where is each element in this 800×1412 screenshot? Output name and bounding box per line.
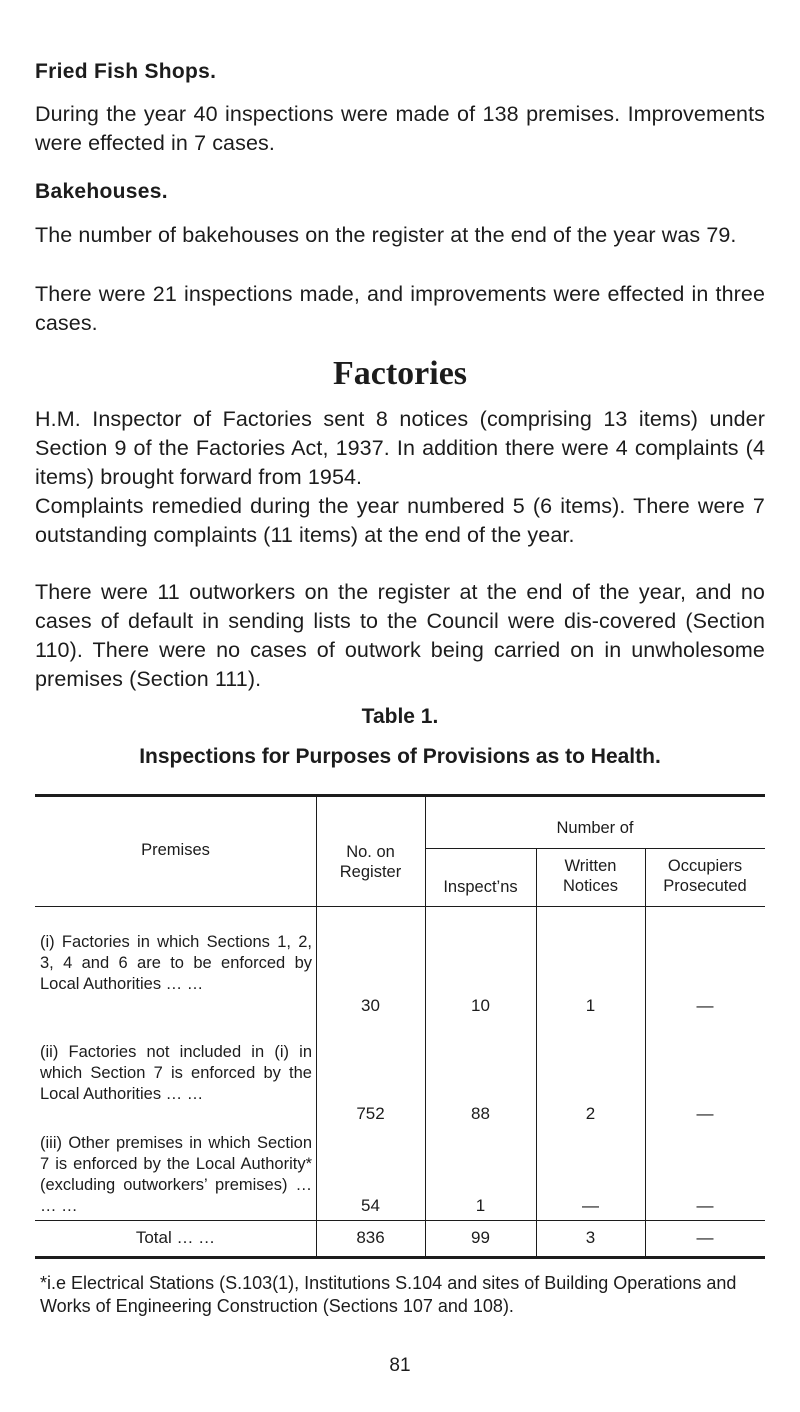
table-cell-notices: 2 — [585, 1104, 596, 1123]
column-divider-2 — [425, 797, 426, 1259]
header-written-line1: Written — [564, 857, 617, 875]
table-title: Table 1. — [361, 705, 439, 728]
table-row-label: (i) Factories in which Sections 1, 2, 3, 4 and 6 are to be enforced by Local Authorities … … — [40, 933, 312, 993]
header-inspections: Inspect’ns — [443, 878, 518, 896]
header-register-line1: No. on — [346, 843, 395, 861]
table-cell-prosecuted: — — [696, 1196, 714, 1215]
table-row-label: (iii) Other premises in which Section 7 is enforced by the Local Authority* (excluding outworkers’ premises) … … … — [40, 1134, 312, 1215]
paragraph-bakehouses-1: The number of bakehouses on the register at the end of the year was 79. — [35, 223, 737, 247]
table-cell-notices: — — [582, 1196, 599, 1215]
table-total-label: Total … … — [135, 1228, 216, 1247]
table-cell-prosecuted: — — [696, 996, 714, 1015]
table-cell-register: 30 — [361, 996, 380, 1015]
table-footnote: *i.e Electrical Stations (S.103(1), Institutions S.104 and sites of Building Operations and Works of Engineering Construction (Sections 107 and 108). — [40, 1273, 737, 1316]
header-register-line2: Register — [339, 863, 402, 881]
table-cell-inspections: 88 — [471, 1104, 490, 1123]
table-cell-inspections: 10 — [471, 996, 490, 1015]
table-subtitle: Inspections for Purposes of Provisions as to Health. — [139, 745, 661, 768]
table-bottom-rule — [35, 1256, 765, 1259]
header-number-of: Number of — [556, 819, 634, 837]
paragraph-factories-1: H.M. Inspector of Factories sent 8 notices (comprising 13 items) under Section 9 of the Factories Act, 1937. In addition there were 4 complaints (4 items) brought forward from 1954. — [35, 407, 765, 489]
header-written-line2: Notices — [562, 877, 619, 895]
paragraph-bakehouses-2: There were 21 inspections made, and improvements were effected in three cases. — [35, 282, 765, 335]
header-occupiers-line1: Occupiers — [667, 857, 743, 875]
heading-bakehouses: Bakehouses. — [35, 180, 168, 203]
total-top-rule — [35, 1220, 765, 1221]
table-cell-register: 54 — [361, 1196, 380, 1215]
table-cell-notices: 1 — [585, 996, 596, 1015]
heading-fried-fish-shops: Fried Fish Shops. — [35, 60, 217, 83]
table-total-notices: 3 — [585, 1228, 596, 1247]
header-divider-rule — [425, 848, 765, 849]
paragraph-factories-2: Complaints remedied during the year numbered 5 (6 items). There were 7 outstanding complaints (11 items) at the end of the year. — [35, 494, 765, 547]
table-total-inspections: 99 — [471, 1228, 490, 1247]
header-bottom-rule — [35, 906, 765, 907]
paragraph-fish-shops: During the year 40 inspections were made of 138 premises. Improvements were effected in 7 cases. — [35, 102, 765, 155]
table-total-register: 836 — [356, 1228, 385, 1247]
paragraph-factories-3: There were 11 outworkers on the register at the end of the year, and no cases of default in sending lists to the Council were dis-covered (Section 110). There were no cases of outwork being carried on in unwholesome premises (Section 111). — [35, 580, 765, 691]
heading-factories: Factories — [332, 355, 468, 392]
header-premises: Premises — [141, 841, 210, 859]
header-occupiers-line2: Prosecuted — [663, 877, 747, 895]
table-top-rule — [35, 794, 765, 797]
table-cell-inspections: 1 — [475, 1196, 486, 1215]
table-cell-prosecuted: — — [696, 1104, 714, 1123]
page-number: 81 — [389, 1355, 411, 1376]
table-row-label: (ii) Factories not included in (i) in which Section 7 is enforced by the Local Authorities … … — [40, 1043, 312, 1103]
table-total-prosecuted: — — [696, 1228, 714, 1247]
table-cell-register: 752 — [356, 1104, 385, 1123]
